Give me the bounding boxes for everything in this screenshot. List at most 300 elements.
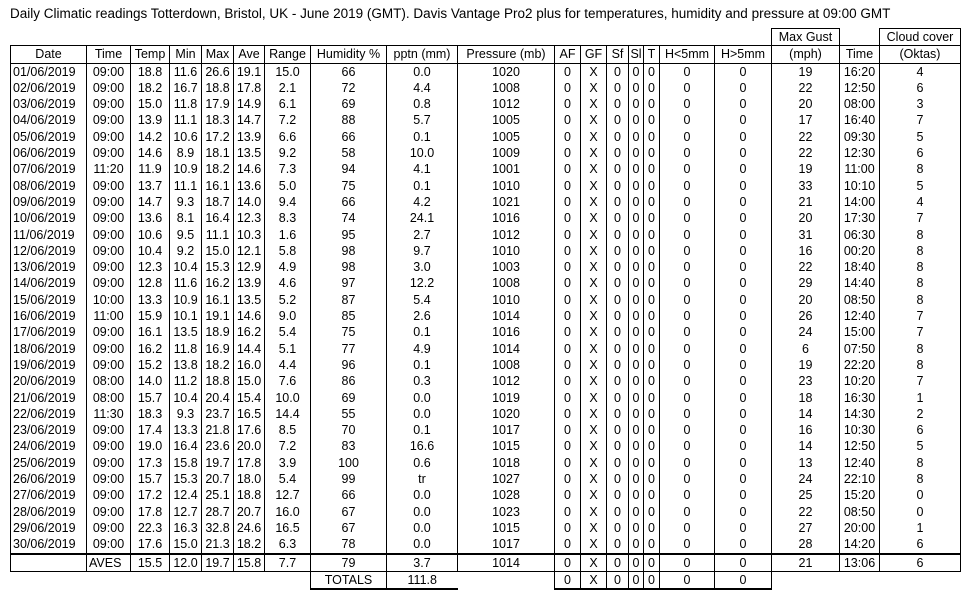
cell-gf: X — [581, 536, 607, 553]
cell-pressure: 1003 — [458, 259, 555, 275]
cell-range: 6.3 — [265, 536, 311, 553]
cell-pressure: 1015 — [458, 438, 555, 454]
cell-h-gt5mm: 0 — [715, 275, 772, 291]
cell-date: 25/06/2019 — [11, 455, 87, 471]
cell-gf: X — [581, 324, 607, 340]
cell-h-lt5mm: 0 — [660, 341, 715, 357]
cell-pptn: 4.9 — [387, 341, 458, 357]
cell-humidity: 74 — [311, 210, 387, 226]
cell-range: 9.4 — [265, 194, 311, 210]
cell-af: 0 — [555, 243, 581, 259]
cell-range: 15.0 — [265, 63, 311, 80]
cell-h-gt5mm: 0 — [715, 96, 772, 112]
cell-min: 16.7 — [170, 80, 202, 96]
cell-date: 23/06/2019 — [11, 422, 87, 438]
header-temp: Temp — [131, 46, 170, 63]
cell-cloud-cover: 6 — [880, 80, 961, 96]
cell-ave: 16.0 — [234, 357, 265, 373]
cell-max-gust: 25 — [772, 487, 840, 503]
cell-gf: X — [581, 487, 607, 503]
cell-sl: 0 — [629, 227, 644, 243]
table-row — [11, 536, 961, 553]
cell-gust-time: 14:00 — [840, 194, 880, 210]
cell-pptn: 2.6 — [387, 308, 458, 324]
cell-humidity: 72 — [311, 80, 387, 96]
cell-ave: 15.4 — [234, 390, 265, 406]
cell-sf: 0 — [607, 194, 629, 210]
cell-temp: 16.1 — [131, 324, 170, 340]
cell-max: 15.3 — [202, 259, 234, 275]
cell-h-lt5mm: 0 — [660, 112, 715, 128]
cell-t: 0 — [644, 406, 660, 422]
cell-min: 15.0 — [170, 536, 202, 553]
cell-gust-time: 08:00 — [840, 96, 880, 112]
table-row — [11, 390, 961, 406]
cell-min: 8.9 — [170, 145, 202, 161]
cell-sf: 0 — [607, 292, 629, 308]
table-row — [11, 308, 961, 324]
cell-time: 10:00 — [87, 292, 131, 308]
cell-min: 10.4 — [170, 390, 202, 406]
cell-cloud-cover: 0 — [880, 504, 961, 520]
cell-humidity: 96 — [311, 357, 387, 373]
cell-range: 16.0 — [265, 504, 311, 520]
cell-temp: 11.9 — [131, 161, 170, 177]
aves-gf: X — [581, 554, 607, 572]
cell-af: 0 — [555, 487, 581, 503]
averages-row — [11, 554, 961, 572]
cell-sf: 0 — [607, 422, 629, 438]
cell-sl: 0 — [629, 536, 644, 553]
cell-cloud-cover: 1 — [880, 390, 961, 406]
cell-af: 0 — [555, 178, 581, 194]
cell-t: 0 — [644, 145, 660, 161]
cell-max: 18.2 — [202, 357, 234, 373]
cell-af: 0 — [555, 210, 581, 226]
cell-sl: 0 — [629, 406, 644, 422]
cell-temp: 18.2 — [131, 80, 170, 96]
cell-time: 09:00 — [87, 129, 131, 145]
cell-sl: 0 — [629, 390, 644, 406]
cell-time: 08:00 — [87, 390, 131, 406]
cell-sl: 0 — [629, 438, 644, 454]
cell-pptn: 0.1 — [387, 324, 458, 340]
cell-cloud-cover: 2 — [880, 406, 961, 422]
cell-date: 04/06/2019 — [11, 112, 87, 128]
cell-range: 1.6 — [265, 227, 311, 243]
cell-date: 03/06/2019 — [11, 96, 87, 112]
cell-pptn: 10.0 — [387, 145, 458, 161]
cell-h-lt5mm: 0 — [660, 243, 715, 259]
cell-time: 09:00 — [87, 357, 131, 373]
cell-time: 09:00 — [87, 536, 131, 553]
cell-time: 09:00 — [87, 487, 131, 503]
cell-temp: 15.7 — [131, 471, 170, 487]
cell-h-gt5mm: 0 — [715, 80, 772, 96]
header-date: Date — [11, 46, 87, 63]
cell-humidity: 55 — [311, 406, 387, 422]
cell-sf: 0 — [607, 275, 629, 291]
table-row — [11, 259, 961, 275]
cell-h-gt5mm: 0 — [715, 145, 772, 161]
cell-humidity: 69 — [311, 390, 387, 406]
cell-humidity: 67 — [311, 520, 387, 536]
table-row — [11, 504, 961, 520]
totals-spacer — [234, 571, 265, 589]
cell-gf: X — [581, 455, 607, 471]
cell-pressure: 1021 — [458, 194, 555, 210]
cell-h-gt5mm: 0 — [715, 112, 772, 128]
aves-time: AVES — [87, 554, 131, 572]
cell-t: 0 — [644, 487, 660, 503]
cell-gust-time: 06:30 — [840, 227, 880, 243]
cell-max-gust: 20 — [772, 96, 840, 112]
cell-sl: 0 — [629, 161, 644, 177]
cell-ave: 18.0 — [234, 471, 265, 487]
cell-h-lt5mm: 0 — [660, 194, 715, 210]
cell-ave: 13.9 — [234, 275, 265, 291]
cell-pressure: 1018 — [458, 455, 555, 471]
cell-pressure: 1005 — [458, 112, 555, 128]
cell-ave: 14.9 — [234, 96, 265, 112]
cell-pressure: 1015 — [458, 520, 555, 536]
cell-min: 10.1 — [170, 308, 202, 324]
cell-max: 23.6 — [202, 438, 234, 454]
cell-temp: 13.6 — [131, 210, 170, 226]
cell-max: 32.8 — [202, 520, 234, 536]
cell-temp: 14.7 — [131, 194, 170, 210]
cell-time: 09:00 — [87, 422, 131, 438]
cell-time: 11:20 — [87, 161, 131, 177]
cell-date: 22/06/2019 — [11, 406, 87, 422]
cell-temp: 18.8 — [131, 63, 170, 80]
cell-min: 9.5 — [170, 227, 202, 243]
cell-date: 13/06/2019 — [11, 259, 87, 275]
cell-temp: 18.3 — [131, 406, 170, 422]
header-spacer — [87, 29, 131, 46]
cell-af: 0 — [555, 194, 581, 210]
cell-t: 0 — [644, 324, 660, 340]
totals-label: TOTALS — [311, 571, 387, 589]
cell-max: 18.3 — [202, 112, 234, 128]
cell-ave: 14.7 — [234, 112, 265, 128]
cell-max-gust: 19 — [772, 357, 840, 373]
cell-sl: 0 — [629, 471, 644, 487]
cell-humidity: 75 — [311, 324, 387, 340]
cell-t: 0 — [644, 243, 660, 259]
cell-humidity: 87 — [311, 292, 387, 308]
cell-min: 11.8 — [170, 341, 202, 357]
cell-humidity: 70 — [311, 422, 387, 438]
cell-ave: 17.8 — [234, 80, 265, 96]
cell-cloud-cover: 8 — [880, 455, 961, 471]
cell-h-gt5mm: 0 — [715, 504, 772, 520]
cell-ave: 14.6 — [234, 161, 265, 177]
cell-max-gust: 14 — [772, 438, 840, 454]
cell-sl: 0 — [629, 275, 644, 291]
cell-af: 0 — [555, 161, 581, 177]
cell-gust-time: 10:10 — [840, 178, 880, 194]
cell-gust-time: 12:50 — [840, 438, 880, 454]
cell-date: 26/06/2019 — [11, 471, 87, 487]
header-spacer — [234, 29, 265, 46]
cell-pptn: 0.6 — [387, 455, 458, 471]
cell-sf: 0 — [607, 145, 629, 161]
cell-min: 13.3 — [170, 422, 202, 438]
cell-af: 0 — [555, 324, 581, 340]
table-row — [11, 471, 961, 487]
cell-temp: 15.0 — [131, 96, 170, 112]
cell-h-gt5mm: 0 — [715, 259, 772, 275]
table-row — [11, 80, 961, 96]
cell-temp: 13.7 — [131, 178, 170, 194]
cell-ave: 20.7 — [234, 504, 265, 520]
cell-h-gt5mm: 0 — [715, 194, 772, 210]
cell-gf: X — [581, 275, 607, 291]
cell-h-lt5mm: 0 — [660, 259, 715, 275]
cell-sf: 0 — [607, 487, 629, 503]
cell-range: 5.4 — [265, 471, 311, 487]
cell-humidity: 66 — [311, 63, 387, 80]
cell-h-gt5mm: 0 — [715, 129, 772, 145]
cell-gf: X — [581, 112, 607, 128]
cell-pressure: 1014 — [458, 341, 555, 357]
cell-ave: 14.0 — [234, 194, 265, 210]
cell-time: 09:00 — [87, 210, 131, 226]
cell-ave: 17.6 — [234, 422, 265, 438]
cell-h-lt5mm: 0 — [660, 292, 715, 308]
cell-gust-time: 16:30 — [840, 390, 880, 406]
cell-cloud-cover: 7 — [880, 112, 961, 128]
cell-af: 0 — [555, 357, 581, 373]
cell-h-lt5mm: 0 — [660, 96, 715, 112]
cell-t: 0 — [644, 96, 660, 112]
cell-pptn: 0.0 — [387, 63, 458, 80]
cell-h-lt5mm: 0 — [660, 406, 715, 422]
cell-pressure: 1008 — [458, 275, 555, 291]
totals-spacer — [458, 571, 555, 589]
cell-t: 0 — [644, 357, 660, 373]
cell-af: 0 — [555, 390, 581, 406]
totals-flag-t: 0 — [644, 571, 660, 589]
cell-sl: 0 — [629, 80, 644, 96]
cell-gf: X — [581, 520, 607, 536]
cell-date: 18/06/2019 — [11, 341, 87, 357]
cell-humidity: 85 — [311, 308, 387, 324]
cell-min: 11.6 — [170, 63, 202, 80]
cell-range: 4.6 — [265, 275, 311, 291]
aves-range: 7.7 — [265, 554, 311, 572]
cell-gf: X — [581, 145, 607, 161]
cell-cloud-cover: 8 — [880, 275, 961, 291]
totals-flag-sf: 0 — [607, 571, 629, 589]
cell-cloud-cover: 8 — [880, 243, 961, 259]
cell-h-gt5mm: 0 — [715, 63, 772, 80]
cell-sl: 0 — [629, 487, 644, 503]
cell-h-lt5mm: 0 — [660, 422, 715, 438]
header-spacer — [607, 29, 629, 46]
cell-pptn: 3.0 — [387, 259, 458, 275]
cell-min: 11.2 — [170, 373, 202, 389]
table-row — [11, 422, 961, 438]
aves-min: 12.0 — [170, 554, 202, 572]
cell-min: 13.5 — [170, 324, 202, 340]
cell-temp: 22.3 — [131, 520, 170, 536]
cell-sl: 0 — [629, 259, 644, 275]
header-spacer — [265, 29, 311, 46]
cell-pptn: 0.1 — [387, 178, 458, 194]
cell-h-gt5mm: 0 — [715, 520, 772, 536]
cell-min: 16.3 — [170, 520, 202, 536]
cell-max-gust: 13 — [772, 455, 840, 471]
cell-max-gust: 22 — [772, 80, 840, 96]
cell-date: 20/06/2019 — [11, 373, 87, 389]
cell-cloud-cover: 5 — [880, 438, 961, 454]
header-sf: Sf — [607, 46, 629, 63]
header-min: Min — [170, 46, 202, 63]
cell-max: 26.6 — [202, 63, 234, 80]
cell-max-gust: 28 — [772, 536, 840, 553]
cell-cloud-cover: 5 — [880, 129, 961, 145]
cell-h-gt5mm: 0 — [715, 341, 772, 357]
cell-max: 17.9 — [202, 96, 234, 112]
cell-gf: X — [581, 373, 607, 389]
cell-h-lt5mm: 0 — [660, 324, 715, 340]
cell-af: 0 — [555, 504, 581, 520]
cell-pptn: 0.0 — [387, 536, 458, 553]
cell-cloud-cover: 4 — [880, 194, 961, 210]
cell-sl: 0 — [629, 129, 644, 145]
cell-temp: 15.9 — [131, 308, 170, 324]
cell-ave: 13.5 — [234, 292, 265, 308]
cell-time: 09:00 — [87, 227, 131, 243]
aves-sl: 0 — [629, 554, 644, 572]
cell-range: 5.4 — [265, 324, 311, 340]
cell-time: 09:00 — [87, 520, 131, 536]
cell-humidity: 78 — [311, 536, 387, 553]
cell-h-gt5mm: 0 — [715, 422, 772, 438]
totals-flag-h-gt5mm: 0 — [715, 571, 772, 589]
header-time: Time — [87, 46, 131, 63]
cell-ave: 14.6 — [234, 308, 265, 324]
cell-gf: X — [581, 194, 607, 210]
cell-date: 06/06/2019 — [11, 145, 87, 161]
cell-max-gust: 20 — [772, 292, 840, 308]
cell-max-gust: 22 — [772, 504, 840, 520]
cell-max: 16.9 — [202, 341, 234, 357]
cell-max-gust: 33 — [772, 178, 840, 194]
cell-gf: X — [581, 129, 607, 145]
cell-min: 11.1 — [170, 178, 202, 194]
cell-sf: 0 — [607, 227, 629, 243]
header-spacer — [840, 29, 880, 46]
cell-h-gt5mm: 0 — [715, 471, 772, 487]
header-row-top — [11, 29, 961, 46]
cell-range: 12.7 — [265, 487, 311, 503]
cell-temp: 17.4 — [131, 422, 170, 438]
cell-temp: 17.3 — [131, 455, 170, 471]
cell-gust-time: 14:30 — [840, 406, 880, 422]
cell-humidity: 98 — [311, 259, 387, 275]
cell-t: 0 — [644, 112, 660, 128]
cell-humidity: 99 — [311, 471, 387, 487]
totals-pptn: 111.8 — [387, 571, 458, 589]
cell-t: 0 — [644, 438, 660, 454]
totals-spacer — [11, 571, 87, 589]
cell-h-gt5mm: 0 — [715, 438, 772, 454]
cell-h-lt5mm: 0 — [660, 161, 715, 177]
aves-h-gt5mm: 0 — [715, 554, 772, 572]
cell-h-gt5mm: 0 — [715, 243, 772, 259]
aves-gust-time: 13:06 — [840, 554, 880, 572]
cell-humidity: 77 — [311, 341, 387, 357]
cell-gust-time: 12:30 — [840, 145, 880, 161]
header-cloud-cover: Cloud cover — [880, 29, 961, 46]
cell-max-gust: 24 — [772, 324, 840, 340]
cell-gf: X — [581, 406, 607, 422]
cell-time: 09:00 — [87, 471, 131, 487]
cell-af: 0 — [555, 63, 581, 80]
cell-humidity: 86 — [311, 373, 387, 389]
cell-max-gust: 27 — [772, 520, 840, 536]
cell-cloud-cover: 4 — [880, 63, 961, 80]
cell-gust-time: 16:40 — [840, 112, 880, 128]
header-spacer — [581, 29, 607, 46]
cell-cloud-cover: 3 — [880, 96, 961, 112]
cell-h-lt5mm: 0 — [660, 390, 715, 406]
cell-af: 0 — [555, 341, 581, 357]
cell-h-lt5mm: 0 — [660, 129, 715, 145]
cell-range: 5.8 — [265, 243, 311, 259]
cell-min: 10.9 — [170, 292, 202, 308]
climate-table — [10, 28, 961, 590]
cell-range: 4.9 — [265, 259, 311, 275]
cell-sl: 0 — [629, 520, 644, 536]
cell-sl: 0 — [629, 243, 644, 259]
cell-temp: 15.2 — [131, 357, 170, 373]
header-spacer — [11, 29, 87, 46]
cell-h-gt5mm: 0 — [715, 210, 772, 226]
aves-sf: 0 — [607, 554, 629, 572]
cell-pptn: 9.7 — [387, 243, 458, 259]
cell-h-gt5mm: 0 — [715, 487, 772, 503]
cell-date: 21/06/2019 — [11, 390, 87, 406]
cell-range: 3.9 — [265, 455, 311, 471]
cell-pressure: 1008 — [458, 80, 555, 96]
cell-h-gt5mm: 0 — [715, 455, 772, 471]
cell-pressure: 1020 — [458, 63, 555, 80]
cell-gf: X — [581, 292, 607, 308]
cell-humidity: 58 — [311, 145, 387, 161]
cell-gust-time: 14:20 — [840, 536, 880, 553]
header-h-gt5mm: H>5mm — [715, 46, 772, 63]
cell-t: 0 — [644, 471, 660, 487]
cell-max-gust: 22 — [772, 259, 840, 275]
table-row — [11, 324, 961, 340]
cell-min: 9.2 — [170, 243, 202, 259]
cell-time: 09:00 — [87, 178, 131, 194]
cell-max: 21.3 — [202, 536, 234, 553]
cell-range: 8.5 — [265, 422, 311, 438]
cell-gf: X — [581, 471, 607, 487]
cell-min: 15.3 — [170, 471, 202, 487]
cell-sf: 0 — [607, 63, 629, 80]
cell-min: 10.6 — [170, 129, 202, 145]
cell-time: 09:00 — [87, 324, 131, 340]
cell-humidity: 67 — [311, 504, 387, 520]
cell-time: 09:00 — [87, 341, 131, 357]
cell-sl: 0 — [629, 292, 644, 308]
